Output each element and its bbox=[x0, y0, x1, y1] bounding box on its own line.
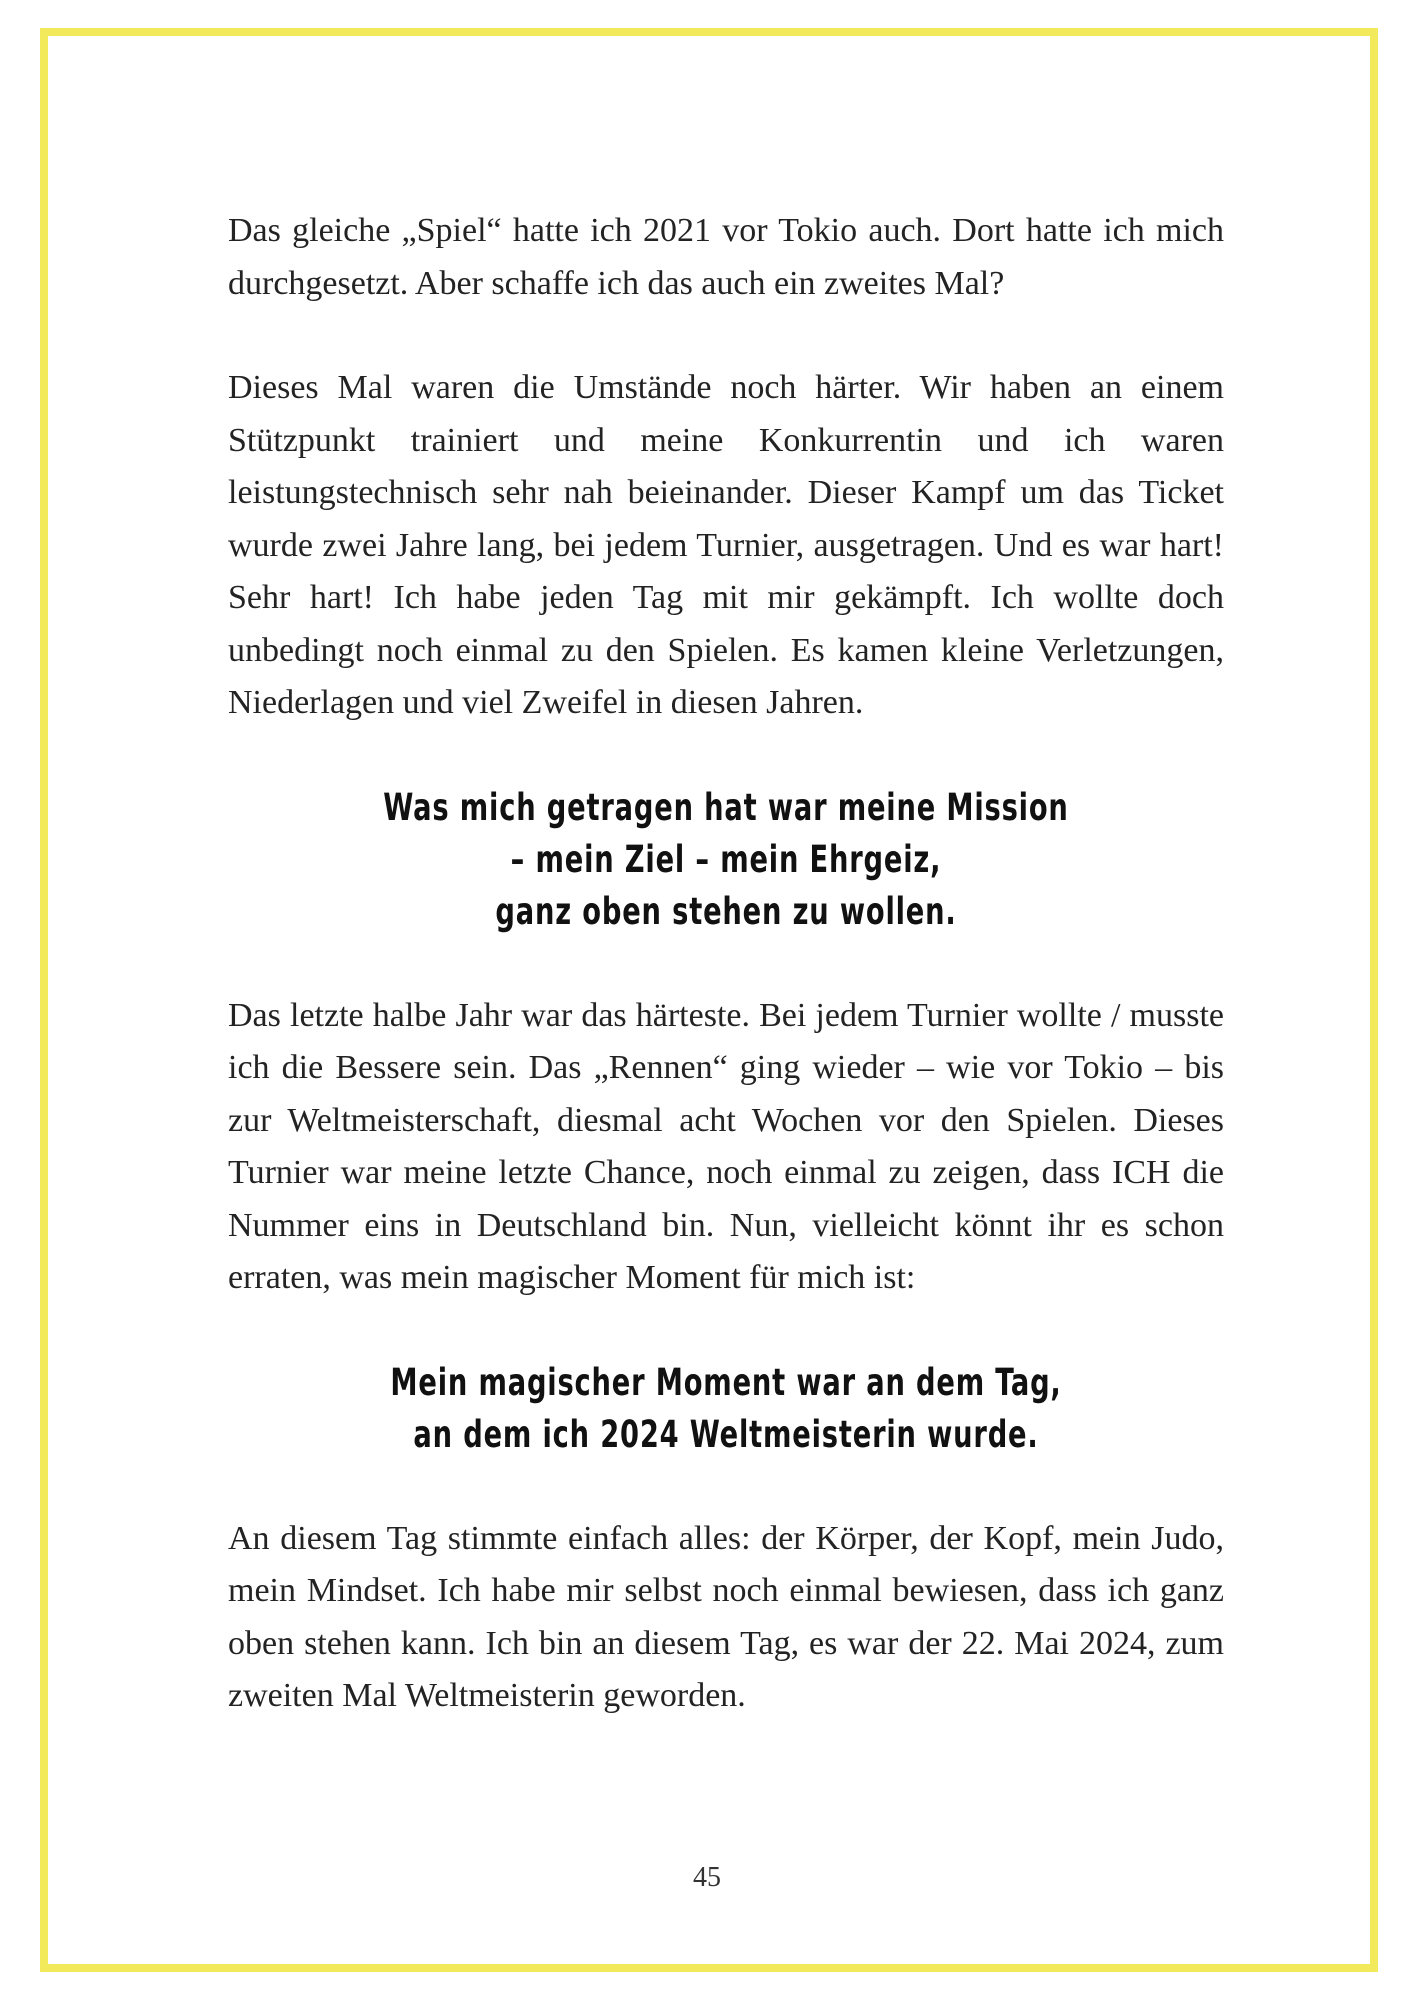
paragraph-4: An diesem Tag stimmte einfach alles: der Körper, der Kopf, mein Judo, mein Mindset. Ich habe mir selbst noch einmal bewiesen, dass ich ganz oben stehen kann. Ich bin an diesem Tag, es war der 22. Mai 2024, zum zweiten Mal Weltmeisterin geworden. bbox=[228, 1519, 1224, 1714]
highlight-quote-2 bbox=[318, 1357, 1135, 1461]
quote-1-line-2: – mein Ziel – mein Ehrgeiz, bbox=[510, 837, 942, 881]
text-column bbox=[228, 205, 1224, 1775]
paragraph-1: Das gleiche „Spiel“ hatte ich 2021 vor Tokio auch. Dort hatte ich mich durchgesetzt. Aber schaffe ich das auch ein zweites Mal? bbox=[228, 212, 1224, 302]
highlight-quote-1 bbox=[318, 782, 1135, 938]
quote-2-line-2: an dem ich 2024 Weltmeisterin wurde. bbox=[413, 1412, 1039, 1456]
paragraph-2: Dieses Mal waren die Umstände noch härter. Wir haben an einem Stützpunkt trainiert und meine Konkurrentin und ich waren leistungstechnisch sehr nah beieinander. Dieser Kampf um das Ticket wurde zwei Jahre lang, bei jedem Turnier, ausgetragen. Und es war hart! Sehr hart! Ich habe jeden Tag mit mir gekämpft. Ich wollte doch unbedingt noch einmal zu den Spielen. Es kamen kleine Verletzungen, Niederlagen und viel Zweifel in diesen Jahren. bbox=[228, 369, 1224, 721]
paragraph-3: Das letzte halbe Jahr war das härteste. Bei jedem Turnier wollte / musste ich die Bessere sein. Das „Rennen“ ging wieder – wie vor Tokio – bis zur Weltmeisterschaft, diesmal acht Wochen vor den Spielen. Dieses Turnier war meine letzte Chance, noch einmal zu zeigen, dass ICH die Nummer eins in Deutschland bin. Nun, vielleicht könnt ihr es schon erraten, was mein magischer Moment für mich ist: bbox=[228, 996, 1224, 1296]
page-number: 45 bbox=[693, 1862, 721, 1893]
quote-2-line-1: Mein magischer Moment war an dem Tag, bbox=[390, 1360, 1062, 1404]
quote-1-line-1: Was mich getragen hat war meine Mission bbox=[383, 785, 1069, 829]
quote-1-line-3: ganz oben stehen zu wollen. bbox=[495, 889, 957, 933]
